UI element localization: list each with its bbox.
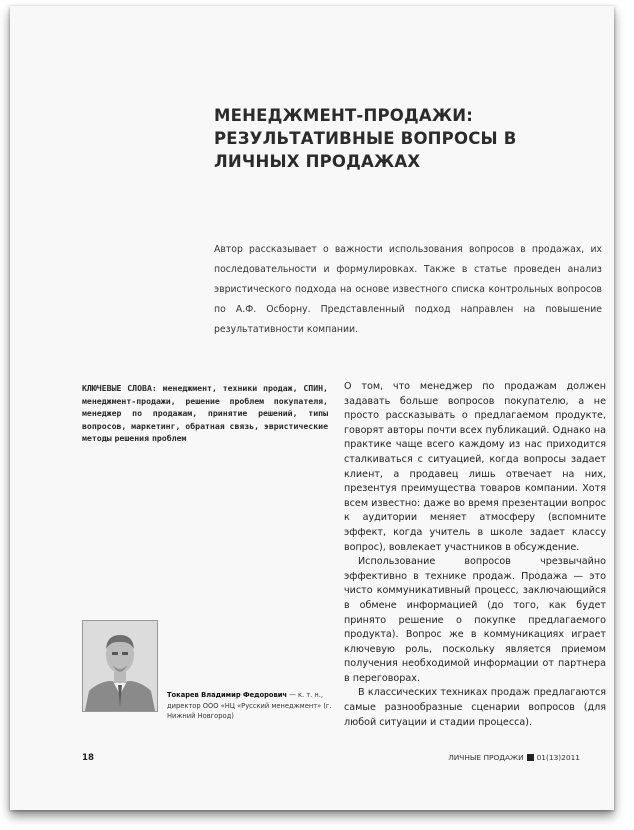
magazine-name: ЛИЧНЫЕ ПРОДАЖИ [448,753,524,762]
page-number: 18 [82,753,94,763]
body-paragraph-3: В классических техниках продаж предлагаются самые разнообразные сценарии вопросов (для любой ситуации и стадии процесса). [344,687,606,728]
keywords-label: КЛЮЧЕВЫЕ СЛОВА: [82,383,157,393]
author-photo [82,620,158,712]
body-paragraph-1: О том, что менеджер по продажам должен задавать больше вопросов покупателю, а не просто рассказывать о предлагаемом продукте, говорят авторы почти всех публикаций. Однако на практике чаще всего каждому из нас приходится сталкиваться с ситуацией, когда вопросы задает клиент, а продавец лишь отвечает на них, презентуя преимущества товаров компании. Хотя всем известно: даже во время презентации вопрос к аудитории меняет атмосферу (вспомните эффект, когда учитель в школе задает классу вопрос), вовлекает участников в обсуждение. [344,381,606,553]
author-portrait-icon [83,621,157,711]
author-caption [167,690,339,722]
article-title: МЕНЕДЖМЕНТ-ПРОДАЖИ: РЕЗУЛЬТАТИВНЫЕ ВОПРОСЫ В ЛИЧНЫХ ПРОДАЖАХ [214,106,517,171]
author-name: Токарев Владимир Федорович [167,691,288,699]
article-body [344,380,606,730]
author-details: — к. т. н., директор ООО «НЦ «Русский менеджмент» (г. Нижний Новгород) [167,691,332,720]
keywords-block [82,382,328,445]
footer-magazine [448,753,580,762]
square-separator-icon [527,754,534,761]
keywords-list: менеджмент, техники продаж, СПИН, менеджмент-продажи, решение проблем покупателя, менеджер по продажам, принятие решений, типы вопросов, маркетинг, обратная связь, эвристические методы решения проблем [82,383,328,443]
body-paragraph-2: Использование вопросов чрезвычайно эффективно в технике продаж. Продажа — это чисто коммуникативный процесс, заключающийся в обмене информацией (до того, как будет принято решение о покупке предлагаемого продукта). Вопрос же в коммуникациях играет ключевую роль, поскольку является приемом получения необходимой информации от партнера в переговорах. [344,556,606,684]
issue-number: 01(13)2011 [536,753,580,762]
magazine-page [10,6,614,810]
article-abstract: Автор рассказывает о важности использования вопросов в продажах, их последовательности и формулировках. Также в статье проведен анализ эвристического подхода на основе известного списка контрольных вопросов по А.Ф. Осборну. Представленный подход направлен на повышение результативности компании. [214,244,602,335]
